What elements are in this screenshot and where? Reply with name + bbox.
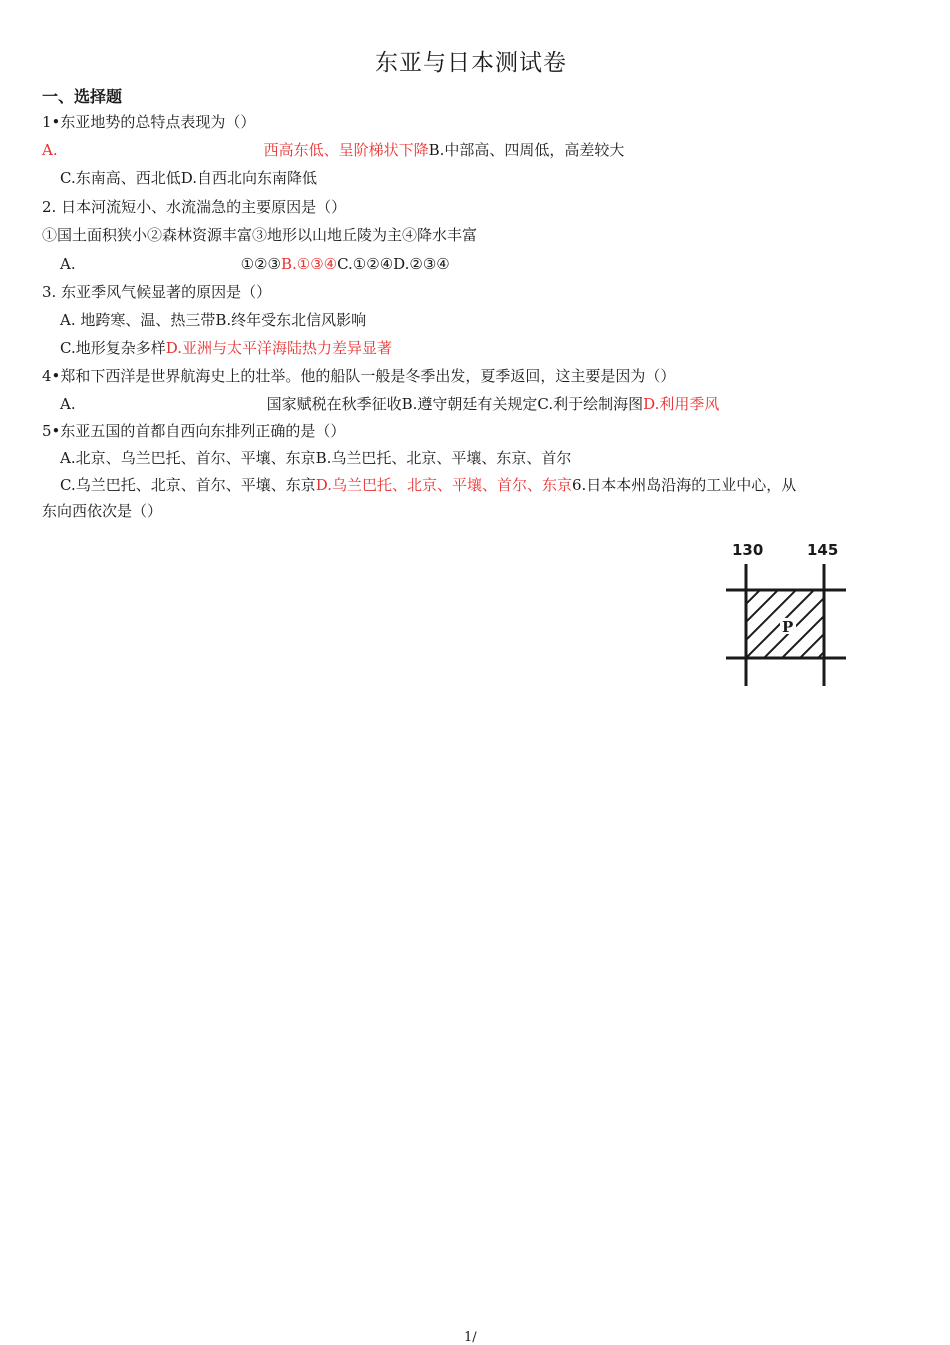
page-number: 1/ — [464, 1330, 477, 1345]
q5-options-ab: A.北京、乌兰巴托、首尔、平壤、东京B.乌兰巴托、北京、平壤、东京、首尔 — [60, 449, 572, 467]
q2-option-d: D.②③④ — [393, 255, 450, 273]
q2-option-a-label: A. — [60, 255, 76, 273]
q1-option-b: B.中部高、四周低，高差较大 — [428, 141, 625, 159]
q6-stem-start: 6.日本本州岛沿海的工业中心，从 — [571, 476, 797, 494]
q1-options-cd: C.东南高、西北低D.自西北向东南降低 — [60, 169, 317, 187]
q5-option-c: C.乌兰巴托、北京、首尔、平壤、东京 — [60, 476, 316, 494]
q2-stem: 2. 日本河流短小、水流湍急的主要原因是（） — [42, 198, 347, 216]
region-label-p: P — [782, 618, 794, 636]
q3-options-cd — [60, 338, 392, 358]
q6-stem-continued: 东向西依次是（） — [42, 502, 163, 520]
figure-label-145: 145 — [807, 541, 839, 559]
page-title: 东亚与日本测试卷 — [375, 50, 567, 76]
q4-options-abc: 国家赋税在秋季征收B.遵守朝廷有关规定C.利于绘制海图 — [266, 395, 644, 413]
q1-option-a-label: A. — [42, 141, 58, 159]
q2-items: ①国土面积狭小②森林资源丰富③地形以山地丘陵为主④降水丰富 — [42, 226, 478, 244]
q1-options-ab — [42, 140, 624, 160]
q5-stem: 5•东亚五国的首都自西向东排列正确的是（） — [42, 422, 346, 440]
q3-option-d: D.亚洲与太平洋海陆热力差异显著 — [165, 339, 392, 357]
q4-stem: 4•郑和下西洋是世界航海史上的壮举。他的船队一般是冬季出发，夏季返回，这主要是因为（） — [42, 367, 676, 385]
lat-lon-grid-figure — [718, 536, 854, 692]
q2-option-a-text: ①②③ — [240, 255, 281, 273]
q3-option-c: C.地形复杂多样 — [60, 339, 166, 357]
q2-option-c: C.①②④ — [337, 255, 394, 273]
q5-option-d: D.乌兰巴托、北京、平壤、首尔、东京 — [315, 476, 572, 494]
q2-options — [60, 254, 450, 274]
figure-label-130: 130 — [732, 541, 764, 559]
q3-stem: 3. 东亚季风气候显著的原因是（） — [42, 283, 272, 301]
q4-option-d: D.利用季风 — [643, 395, 720, 413]
q4-options — [60, 394, 719, 414]
q4-option-a-label: A. — [60, 395, 76, 413]
q5-options-cd — [60, 475, 796, 495]
q2-option-b: B.①③④ — [280, 255, 338, 273]
q1-option-a-text: 西高东低、呈阶梯状下降 — [263, 141, 429, 159]
q3-options-ab: A. 地跨寒、温、热三带B.终年受东北信风影响 — [60, 311, 367, 329]
section-heading: 一、选择题 — [42, 87, 123, 106]
q1-stem: 1•东亚地势的总特点表现为（） — [42, 113, 256, 131]
